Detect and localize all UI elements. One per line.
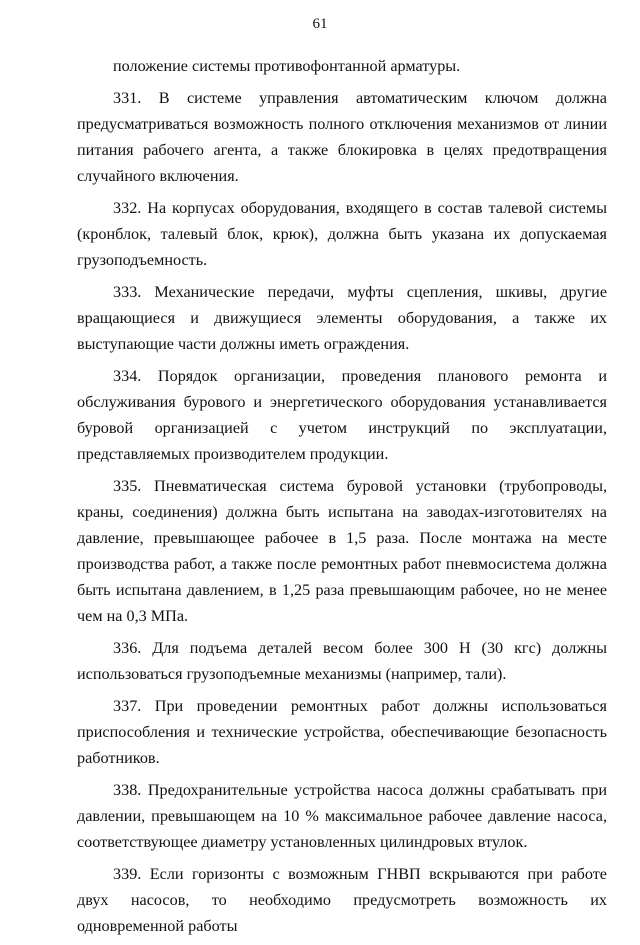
paragraph-continuation: положение системы противофонтанной арматуры. (113, 57, 461, 75)
paragraph-331: 331. В системе управления автоматическим ключом должна предусматриваться возможность полного отключения механизмов от линии питания рабочего агента, а также блокировка в целях предотвращения случайного включения. (77, 89, 607, 185)
paragraph-337: 337. При проведении ремонтных работ должны использоваться приспособления и технические устройства, обеспечивающие безопасность работников. (77, 697, 607, 767)
paragraph-332: 332. На корпусах оборудования, входящего в состав талевой системы (кронблок, талевый блок, крюк), должна быть указана их допускаемая грузоподъемность. (77, 199, 607, 269)
paragraph-335: 335. Пневматическая система буровой установки (трубопроводы, краны, соединения) должна быть испытана на заводах-изготовителях на давление, превышающее рабочее в 1,5 раза. После монтажа на месте производства работ, а также после ремонтных работ пневмосистема должна быть испытана давлением, в 1,25 раза превышающим рабочее, но не менее чем на 0,3 МПа. (77, 477, 607, 625)
paragraph-333: 333. Механические передачи, муфты сцепления, шкивы, другие вращающиеся и движущиеся элементы оборудования, а также их выступающие части должны иметь ограждения. (77, 283, 607, 353)
paragraph-336: 336. Для подъема деталей весом более 300 Н (30 кгс) должны использоваться грузоподъемные механизмы (например, тали). (77, 639, 607, 683)
paragraph-338: 338. Предохранительные устройства насоса должны срабатывать при давлении, превышающем на 10 % максимальное рабочее давление насоса, соответствующее диаметру установленных цилиндровых втулок. (77, 781, 607, 851)
page-number: 61 (312, 16, 328, 32)
paragraph-339: 339. Если горизонты с возможным ГНВП вскрываются при работе двух насосов, то необходимо предусмотреть возможность их одновременной работы (77, 865, 607, 935)
document-body (77, 53, 607, 945)
paragraph-334: 334. Порядок организации, проведения планового ремонта и обслуживания бурового и энергетического оборудования устанавливается буровой организацией с учетом инструкций по эксплуатации, представляемых производителем продукции. (77, 367, 607, 463)
